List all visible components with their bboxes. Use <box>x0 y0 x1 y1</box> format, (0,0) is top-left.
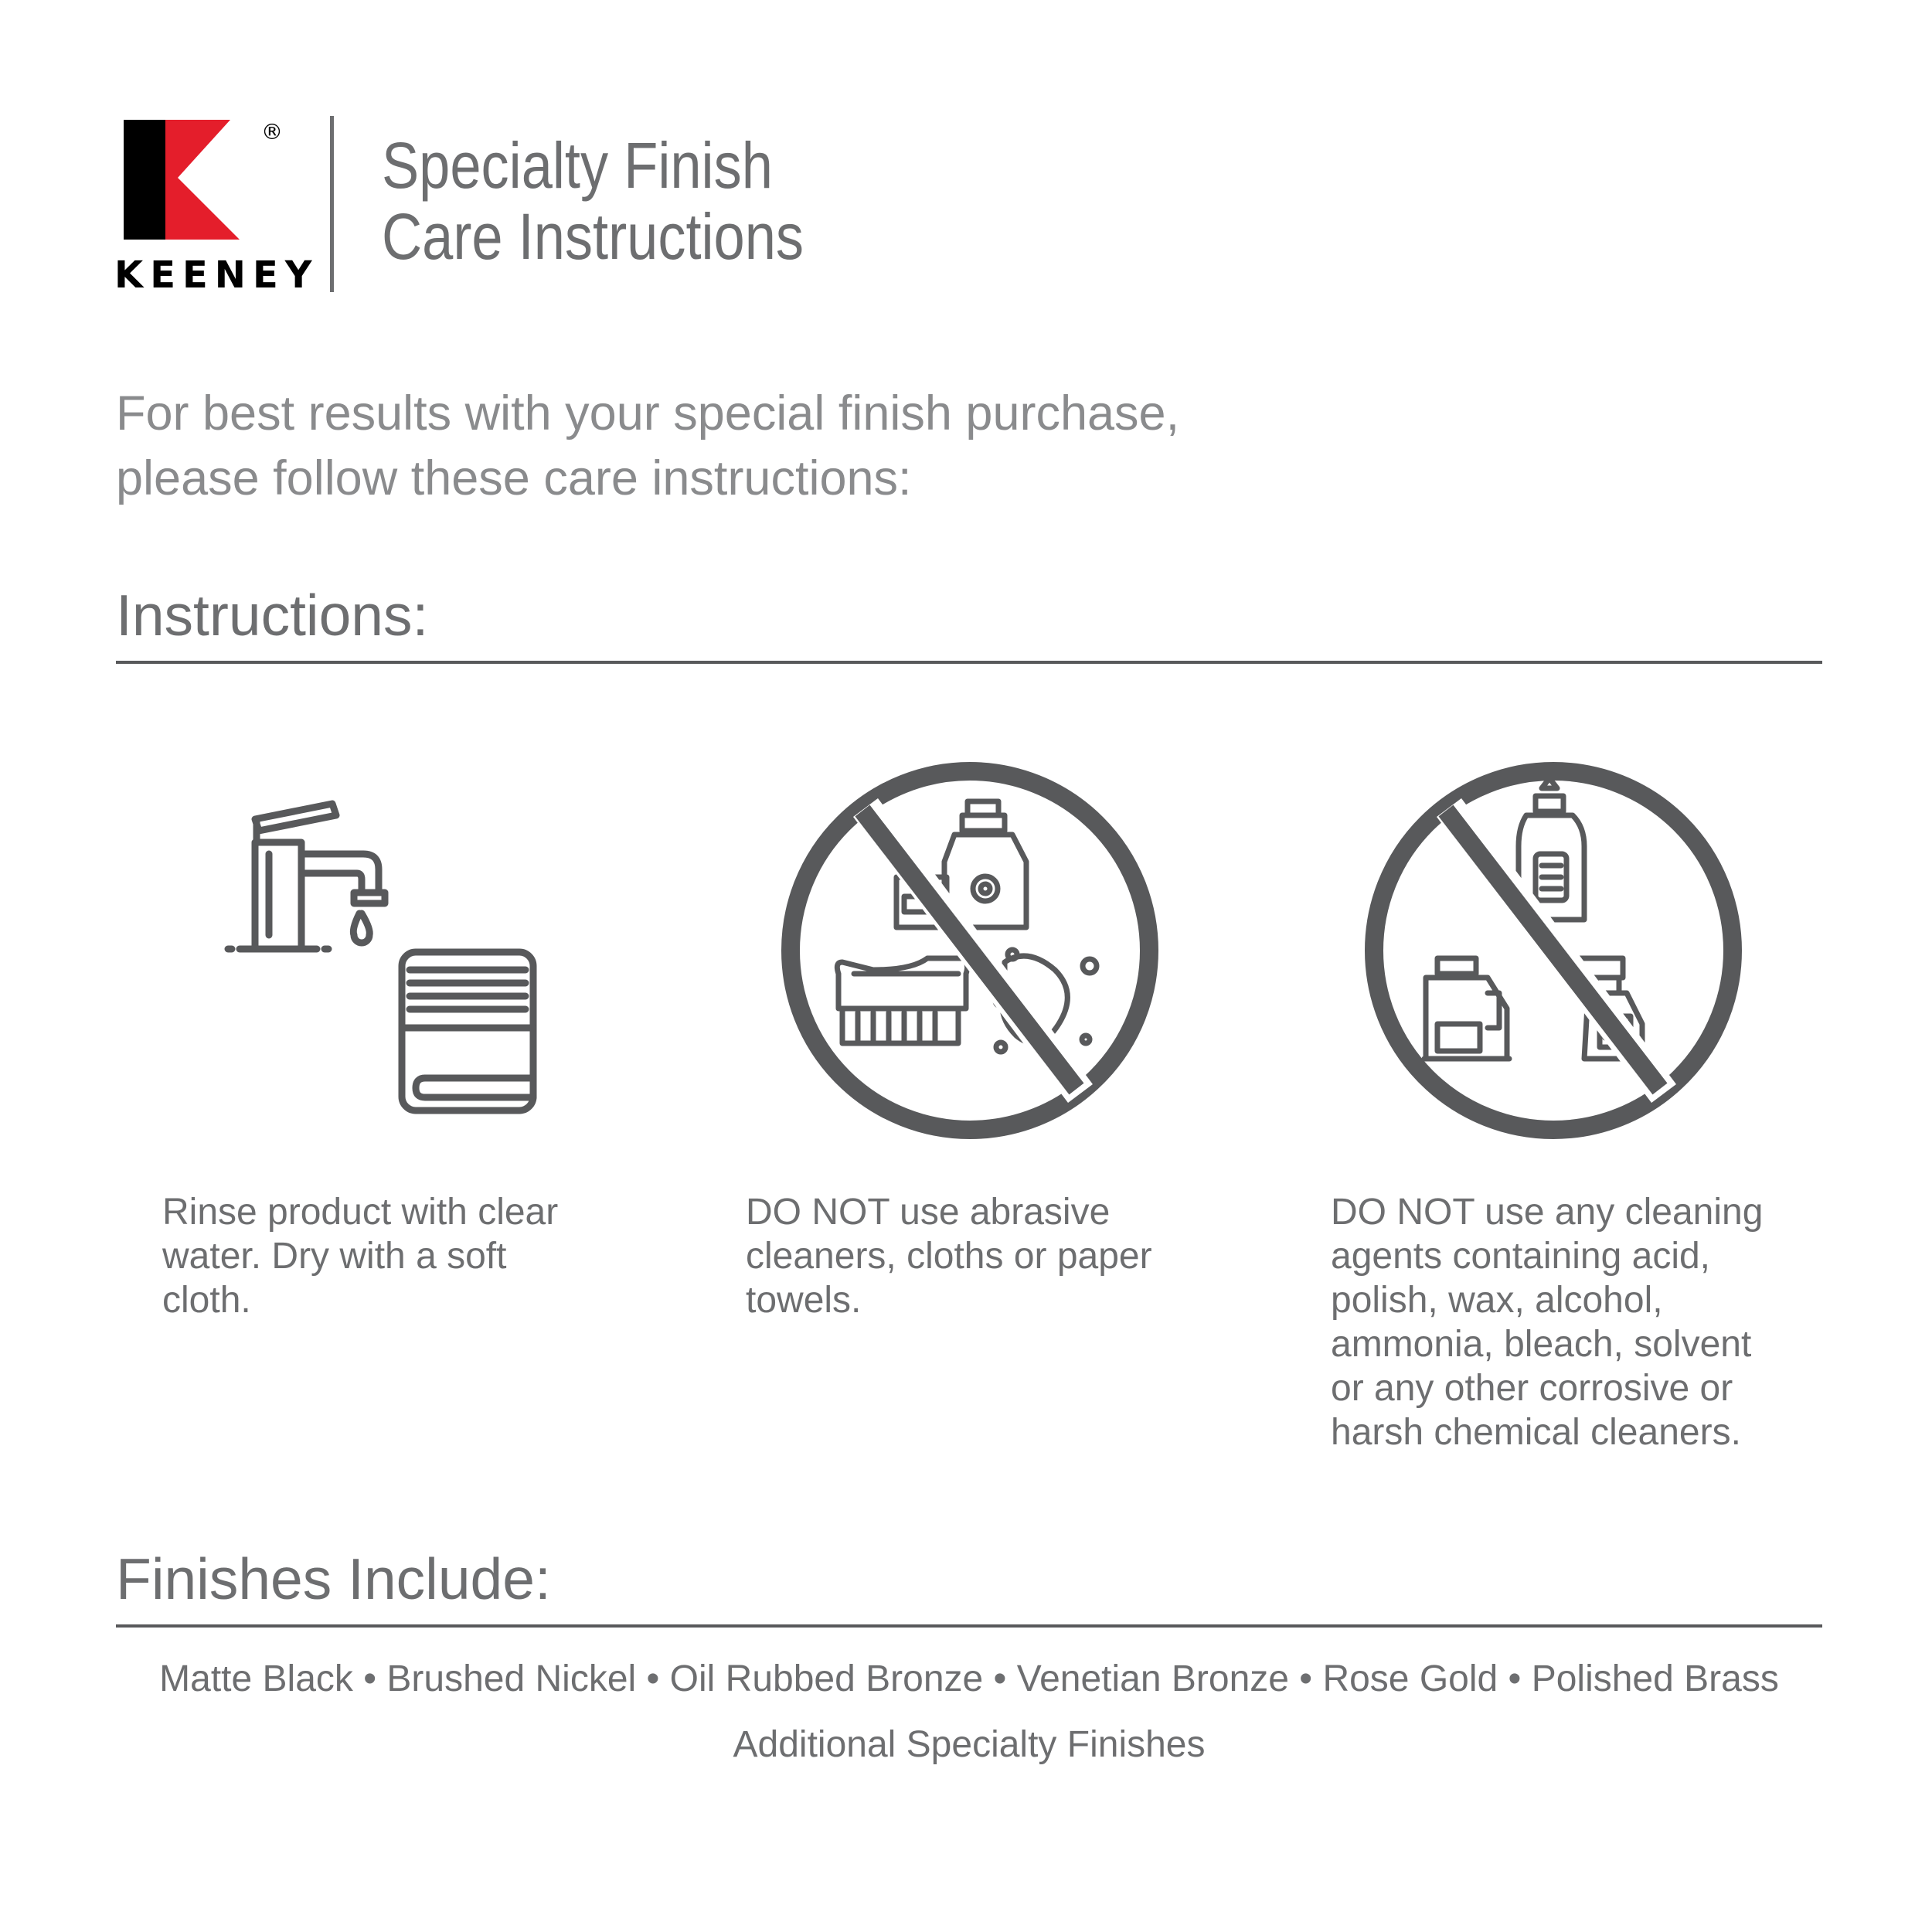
instructions-heading: Instructions: <box>116 583 429 648</box>
caption-line: agents containing acid, <box>1331 1236 1711 1277</box>
logo-wordmark: KEENEY <box>114 253 319 297</box>
caption-line: harsh chemical cleaners. <box>1331 1412 1741 1453</box>
instruction-caption-no-abrasive <box>746 1190 1152 1322</box>
keeney-logo <box>114 116 319 301</box>
page-title <box>382 130 804 272</box>
intro-text <box>116 381 1179 511</box>
caption-line: cloth. <box>162 1280 251 1321</box>
caption-line: polish, wax, alcohol, <box>1331 1280 1663 1321</box>
instructions-rule <box>116 661 1822 664</box>
caption-line: water. Dry with a soft <box>162 1236 507 1277</box>
finishes-list: Matte Black • Brushed Nickel • Oil Rubbed Bronze • Venetian Bronze • Rose Gold • Polished Brass <box>159 1658 1779 1699</box>
title-line-1: Specialty Finish <box>382 129 773 202</box>
intro-line-1: For best results with your special finish purchase, <box>116 386 1180 440</box>
title-line-2: Care Instructions <box>382 200 804 273</box>
caption-line: Rinse product with clear <box>162 1192 559 1233</box>
intro-line-2: please follow these care instructions: <box>116 451 912 505</box>
registered-mark: ® <box>261 119 283 145</box>
caption-line: cleaners, cloths or paper <box>746 1236 1152 1277</box>
caption-line: or any other corrosive or <box>1331 1368 1733 1409</box>
caption-line: DO NOT use abrasive <box>746 1192 1111 1233</box>
caption-line: ammonia, bleach, solvent <box>1331 1324 1752 1365</box>
finishes-rule <box>116 1624 1822 1628</box>
finishes-additional: Additional Specialty Finishes <box>733 1724 1206 1765</box>
no-chemical-cleaners-icon <box>1364 761 1743 1140</box>
finishes-heading: Finishes Include: <box>116 1546 551 1611</box>
instruction-caption-rinse <box>162 1190 558 1322</box>
keeney-k-mark-icon <box>124 116 301 247</box>
caption-line: towels. <box>746 1280 862 1321</box>
no-abrasive-cleaners-icon <box>781 761 1159 1140</box>
faucet-and-towel-icon <box>224 781 549 1121</box>
instruction-caption-no-chemicals <box>1331 1190 1763 1454</box>
header-divider <box>330 116 334 292</box>
caption-line: DO NOT use any cleaning <box>1331 1192 1764 1233</box>
